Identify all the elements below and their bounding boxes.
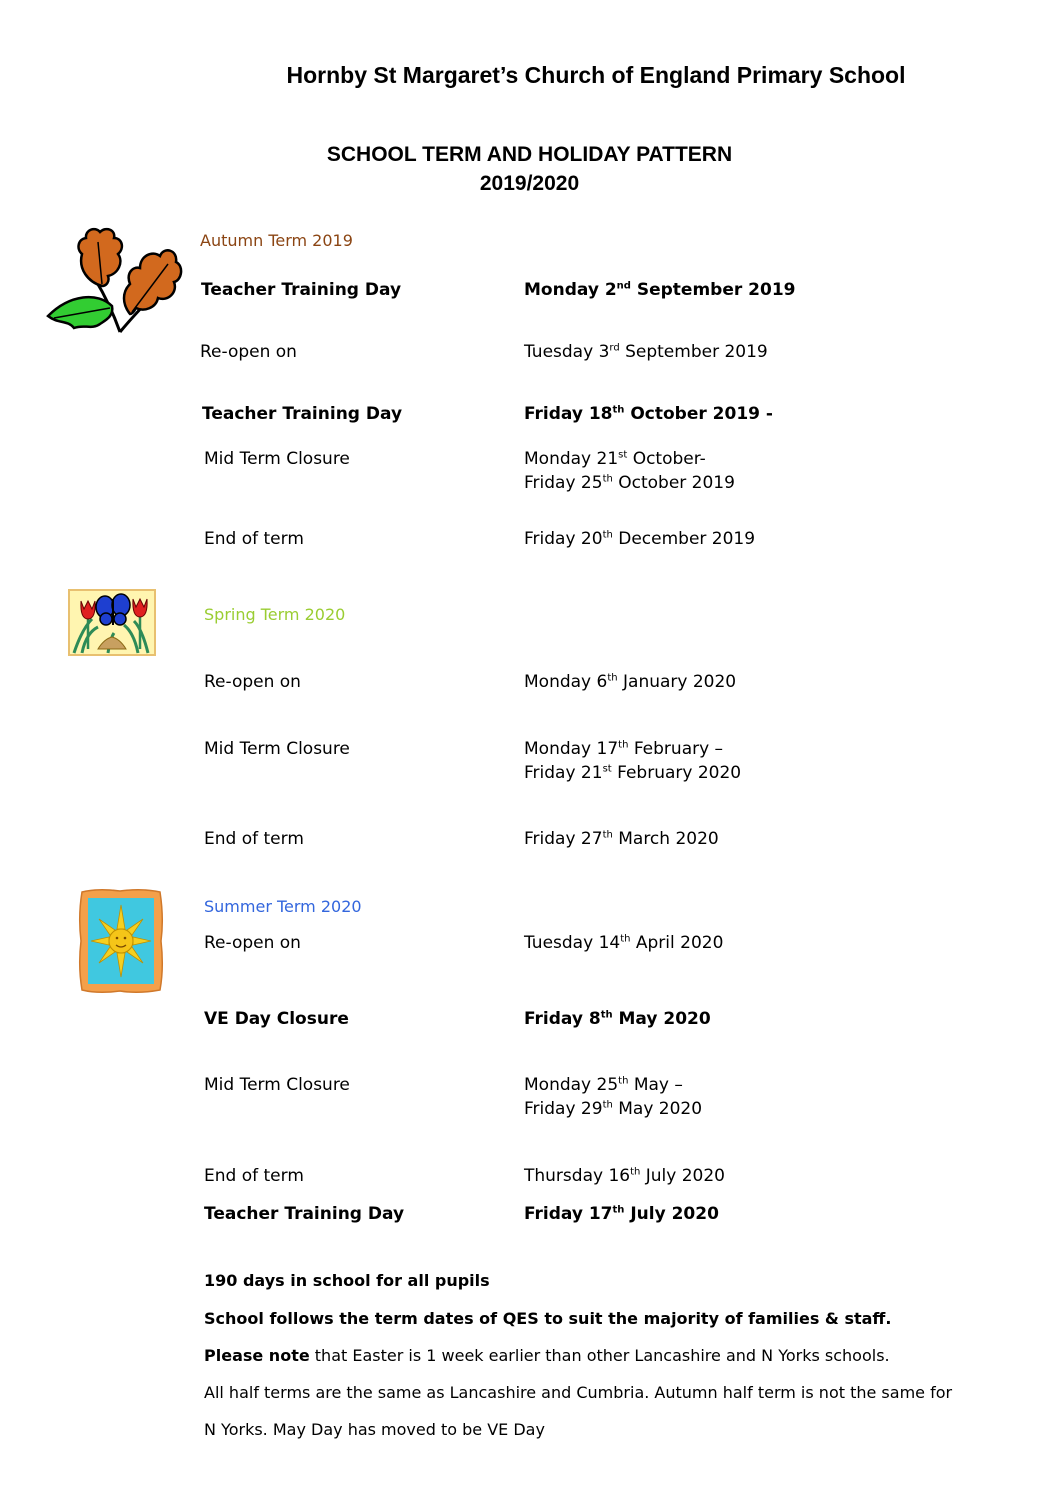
autumn-row-label: Mid Term Closure xyxy=(204,449,350,469)
spring-row-value: Monday 17th February – xyxy=(524,739,724,759)
days-note: 190 days in school for all pupils xyxy=(204,1271,490,1290)
summer-row-value: Thursday 16th July 2020 xyxy=(524,1166,726,1186)
half-terms-note-line1: All half terms are the same as Lancashire and Cumbria. Autumn half term is not the same for xyxy=(204,1383,953,1402)
document-year: 2019/2020 xyxy=(479,172,580,195)
easter-note: Please note that Easter is 1 week earlier than other Lancashire and N Yorks schools. xyxy=(204,1346,890,1365)
summer-row-value: Tuesday 14th April 2020 xyxy=(524,933,724,953)
summer-row-label: VE Day Closure xyxy=(204,1009,349,1029)
summer-row-value-line2: Friday 29th May 2020 xyxy=(524,1099,703,1119)
autumn-row-value: Monday 21st October- xyxy=(524,449,706,469)
summer-term-heading: Summer Term 2020 xyxy=(204,897,362,916)
sun-icon xyxy=(78,888,164,994)
summer-row-value: Friday 17th July 2020 xyxy=(524,1204,719,1224)
autumn-row-value: Friday 18th October 2019 - xyxy=(524,404,773,424)
autumn-row-value: Monday 2nd September 2019 xyxy=(524,280,796,300)
spring-row-label: Re-open on xyxy=(204,672,301,692)
summer-row-label: Re-open on xyxy=(204,933,301,953)
summer-row-label: End of term xyxy=(204,1166,304,1186)
autumn-term-heading: Autumn Term 2019 xyxy=(200,231,353,250)
autumn-row-label: Re-open on xyxy=(200,342,297,362)
summer-row-label: Mid Term Closure xyxy=(204,1075,350,1095)
autumn-row-label: Teacher Training Day xyxy=(202,404,403,424)
oak-leaves-icon xyxy=(40,224,185,344)
summer-row-label: Teacher Training Day xyxy=(204,1204,405,1224)
half-terms-note-line2: N Yorks. May Day has moved to be VE Day xyxy=(204,1420,545,1439)
summer-row-value: Monday 25th May – xyxy=(524,1075,683,1095)
spring-row-label: Mid Term Closure xyxy=(204,739,350,759)
spring-row-value: Friday 27th March 2020 xyxy=(524,829,719,849)
autumn-row-label: Teacher Training Day xyxy=(201,280,402,300)
school-name: Hornby St Margaret’s Church of England Primary School xyxy=(286,62,906,88)
spring-term-heading: Spring Term 2020 xyxy=(204,605,346,624)
autumn-row-label: End of term xyxy=(204,529,304,549)
summer-row-value: Friday 8th May 2020 xyxy=(524,1009,711,1029)
autumn-row-value: Tuesday 3rd September 2019 xyxy=(524,342,768,362)
autumn-row-value: Friday 20th December 2019 xyxy=(524,529,756,549)
tulips-butterfly-icon xyxy=(68,589,156,656)
qes-note: School follows the term dates of QES to suit the majority of families & staff. xyxy=(204,1309,892,1328)
spring-row-value: Monday 6th January 2020 xyxy=(524,672,737,692)
spring-row-value-line2: Friday 21st February 2020 xyxy=(524,763,742,783)
spring-row-label: End of term xyxy=(204,829,304,849)
document-title: SCHOOL TERM AND HOLIDAY PATTERN xyxy=(326,143,733,166)
autumn-row-value-line2: Friday 25th October 2019 xyxy=(524,473,735,493)
